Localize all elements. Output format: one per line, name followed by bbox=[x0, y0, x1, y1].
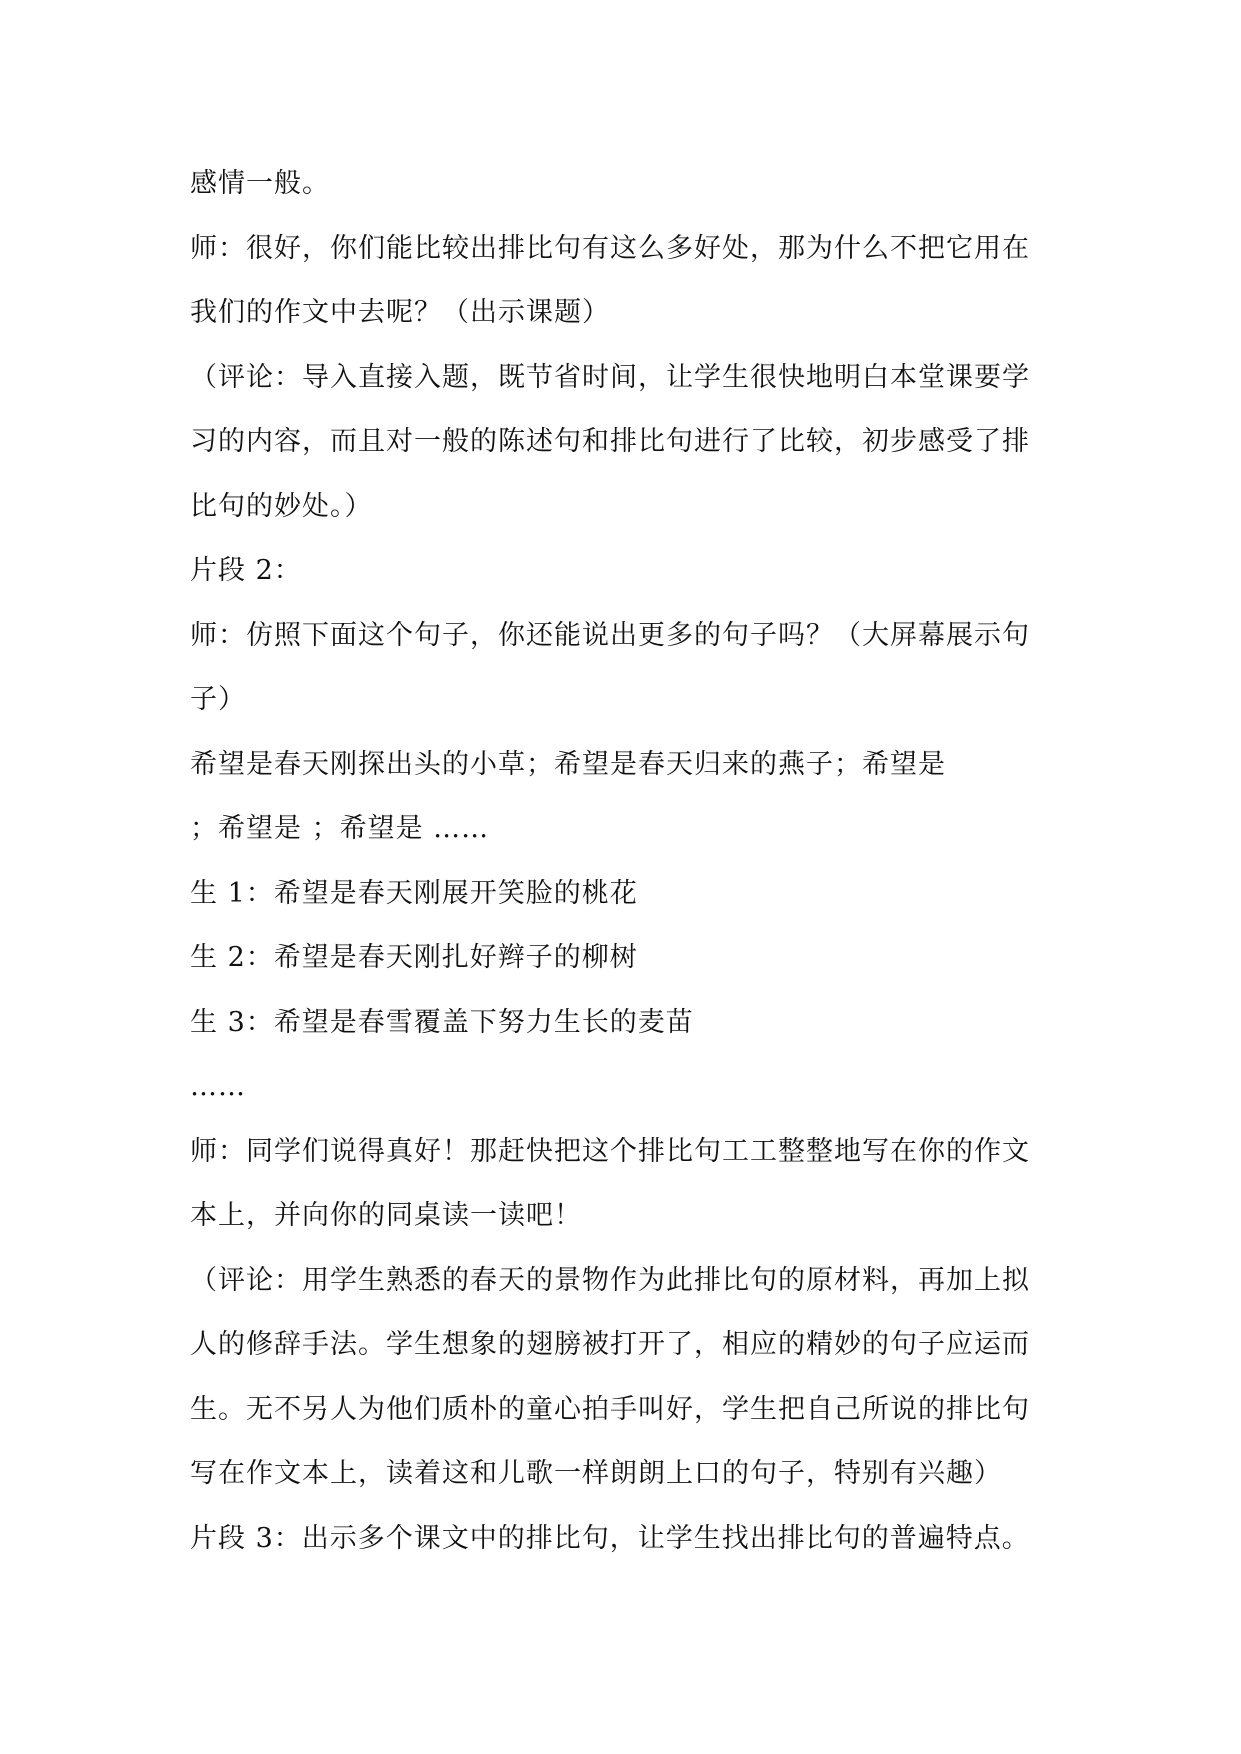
text-line: 本上，并向你的同桌读一读吧！ bbox=[190, 1200, 582, 1231]
text-line: 感情一般。 bbox=[190, 168, 330, 199]
comment-line: 写在作文本上，读着这和儿歌一样朗朗上口的句子，特别有兴趣） bbox=[190, 1458, 1002, 1489]
comment-line: 比句的妙处。） bbox=[190, 490, 373, 522]
text-line: 师：同学们说得真好！那赶快把这个排比句工工整整地写在你的作文 bbox=[190, 1135, 1030, 1167]
student-answer: 生 2：希望是春天刚扎好辫子的柳树 bbox=[190, 942, 638, 973]
comment-line: 习的内容，而且对一般的陈述句和排比句进行了比较，初步感受了排 bbox=[190, 426, 1030, 457]
text-line: 师：仿照下面这个句子，你还能说出更多的句子吗？（大屏幕展示句 bbox=[190, 619, 1030, 651]
document-body bbox=[190, 152, 1070, 1571]
section-heading: 片段 2： bbox=[190, 555, 302, 586]
text-line: 子） bbox=[190, 684, 246, 715]
example-sentence: 希望是春天刚探出头的小草；希望是春天归来的燕子；希望是 bbox=[190, 748, 946, 780]
comment-line: 生。无不另人为他们质朴的童心拍手叫好，学生把自己所说的排比句 bbox=[190, 1393, 1030, 1425]
comment-line: 人的修辞手法。学生想象的翅膀被打开了，相应的精妙的句子应运而 bbox=[190, 1329, 1030, 1360]
text-line: 我们的作文中去呢？（出示课题） bbox=[190, 297, 610, 328]
student-answer: 生 3：希望是春雪覆盖下努力生长的麦苗 bbox=[190, 1006, 694, 1038]
text-line: 师：很好，你们能比较出排比句有这么多好处，那为什么不把它用在 bbox=[190, 232, 1030, 264]
comment-line: （评论：导入直接入题，既节省时间，让学生很快地明白本堂课要学 bbox=[190, 361, 1030, 393]
section-heading: 片段 3：出示多个课文中的排比句，让学生找出排比句的普遍特点。 bbox=[190, 1522, 1030, 1554]
ellipsis-line: …… bbox=[190, 1071, 246, 1102]
student-answer: 生 1：希望是春天刚展开笑脸的桃花 bbox=[190, 877, 638, 909]
example-sentence: ；希望是 ；希望是 …… bbox=[190, 813, 490, 844]
comment-line: （评论：用学生熟悉的春天的景物作为此排比句的原材料，再加上拟 bbox=[190, 1264, 1030, 1296]
